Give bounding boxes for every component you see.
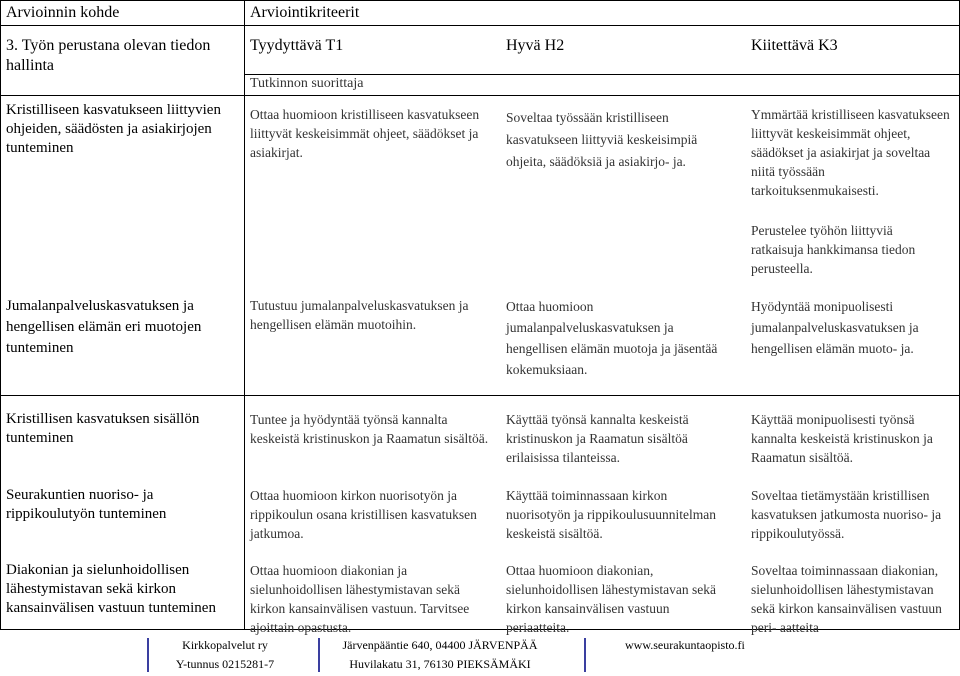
footer-divider xyxy=(584,638,586,672)
h2-row-3: Käyttää työnsä kannalta keskeistä kristinuskon ja Raamatun sisältöä erilaisissa tilanteissa. xyxy=(506,412,689,465)
header-criteria: Arviointikriteerit xyxy=(250,4,360,21)
h2-row-5: Ottaa huomioon diakonian, sielunhoidollisen lähestymistavan sekä kirkon kansainvälisen vastuun periaatteita. xyxy=(506,563,716,635)
footer-address-block xyxy=(335,638,545,676)
level-k3: Kiitettävä K3 xyxy=(751,37,838,54)
t1-row-2: Tutustuu jumalanpalveluskasvatuksen ja hengellisen elämän muotoihin. xyxy=(250,298,469,332)
h2-row-1: Soveltaa työssään kristilliseen kasvatukseen liittyviä keskeisimpiä ohjeita, säädöksiä ja asiakirjo- ja. xyxy=(506,110,698,169)
k3-extra-row-1: Perustelee työhön liittyviä ratkaisuja hankkimansa tiedon perusteella. xyxy=(751,223,916,276)
footer-divider xyxy=(147,638,149,672)
h2-row-2: Ottaa huomioon jumalanpalveluskasvatuksen ja hengellisen elämän muotoja ja jäsentää kokemuksiaan. xyxy=(506,299,718,377)
t1-row-3: Tuntee ja hyödyntää työnsä kannalta keskeistä kristinuskon ja Raamatun sisältöä. xyxy=(250,412,489,446)
target-row-3: Kristillisen kasvatuksen sisällön tunteminen xyxy=(6,411,200,446)
section-topic: 3. Työn perustana olevan tiedon hallinta xyxy=(6,37,211,74)
k3-row-4: Soveltaa tietämystään kristillisen kasvatuksen jatkumosta nuoriso- ja rippikoulutyössä. xyxy=(751,488,942,541)
k3-row-1: Ymmärtää kristilliseen kasvatukseen liittyvät keskeisimmät ohjeet, säädökset ja asiakirjat ja soveltaa niitä työssään tarkoituksenmukaisesti. xyxy=(751,107,950,198)
k3-row-2: Hyödyntää monipuolisesti jumalanpalveluskasvatuksen ja hengellisen elämän muoto- ja. xyxy=(751,299,919,356)
t1-row-5: Ottaa huomioon diakonian ja sielunhoidollisen lähestymistavan sekä kirkon kansainvälisen vastuun. Tarvitsee ajoittain opastusta. xyxy=(250,563,470,635)
target-row-4: Seurakuntien nuoriso- ja rippikoulutyön tunteminen xyxy=(6,487,167,522)
target-row-1: Kristilliseen kasvatukseen liittyvien ohjeiden, säädösten ja asiakirjojen tunteminen xyxy=(6,102,221,156)
footer-org: Kirkkopalvelut ry xyxy=(182,638,268,652)
footer-website-block xyxy=(625,638,745,657)
k3-row-5: Soveltaa toiminnassaan diakonian, sielunhoidollisen lähestymistavan sekä kirkon kansainvälisen vastuun peri- aatteita xyxy=(751,563,942,635)
target-row-5: Diakonian ja sielunhoidollisen lähestymistavan sekä kirkon kansainvälisen vastuun tunteminen xyxy=(6,562,216,616)
footer-divider xyxy=(318,638,320,672)
t1-row-1: Ottaa huomioon kristilliseen kasvatukseen liittyvät keskeisimmät ohjeet, säädökset ja asiakirjat. xyxy=(250,107,480,160)
page-footer xyxy=(0,634,960,675)
footer-ytunnus: Y-tunnus 0215281-7 xyxy=(175,657,275,671)
h2-row-4: Käyttää toiminnassaan kirkon nuorisotyön ja rippikoulusuunnitelman keskeistä sisältöä. xyxy=(506,488,716,541)
k3-row-3: Käyttää monipuolisesti työnsä kannalta keskeistä kristinuskon ja Raamatun sisältöä. xyxy=(751,412,933,465)
target-row-2: Jumalanpalveluskasvatuksen ja hengellisen elämän eri muotojen tunteminen xyxy=(6,298,202,356)
footer-address-1: Järvenpääntie 640, 04400 JÄRVENPÄÄ xyxy=(342,638,538,652)
t1-row-4: Ottaa huomioon kirkon nuorisotyön ja rippikoulun osana kristillisen kasvatuksen jatkumoa. xyxy=(250,488,477,541)
performer-label: Tutkinnon suorittaja xyxy=(250,76,364,91)
footer-address-2: Huvilakatu 31, 76130 PIEKSÄMÄKI xyxy=(349,657,531,671)
header-target: Arvioinnin kohde xyxy=(6,4,120,21)
footer-website[interactable]: www.seurakuntaopisto.fi xyxy=(625,638,745,652)
level-h2: Hyvä H2 xyxy=(506,37,565,54)
level-t1: Tyydyttävä T1 xyxy=(250,37,344,54)
footer-org-block xyxy=(160,638,290,676)
